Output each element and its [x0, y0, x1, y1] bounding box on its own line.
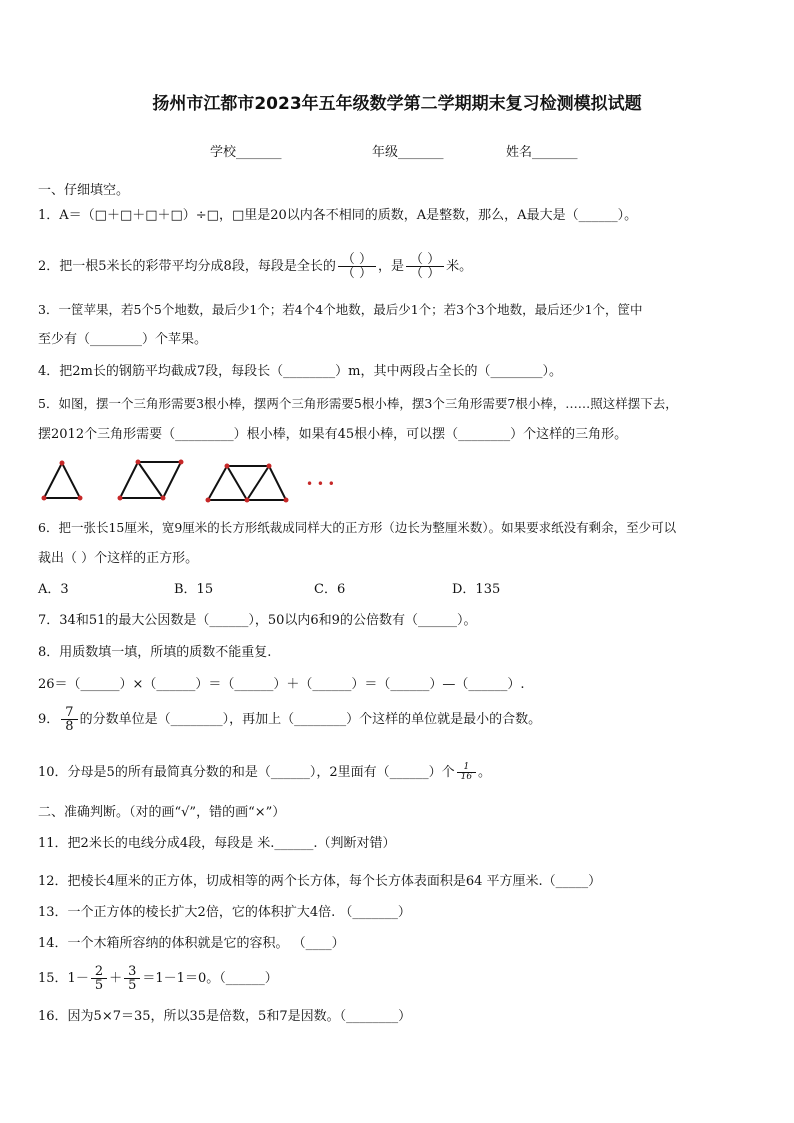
question-6-line-1: 6．把一张长15厘米，宽9厘米的长方形纸裁成同样大的正方形（边长为整厘米数）。如果要求纸没有剩余，至少可以 — [38, 520, 677, 535]
school-blank[interactable]: _______ — [236, 145, 282, 160]
fraction-numerator[interactable]: （ ） — [338, 253, 376, 267]
question-7: 7．34和51的最大公因数是（______），50以内6和9的公倍数有（______）。 — [38, 613, 477, 628]
question-8-line-2: 26＝（______）×（______）＝（______）＋（______）＝（______）—（______）. — [38, 677, 525, 692]
grade-field — [372, 141, 444, 160]
question-14: 14．一个木箱所容纳的体积就是它的容积。 （____） — [38, 936, 345, 951]
plus-sign: ＋ — [109, 971, 123, 986]
question-1: 1．A＝（□＋□＋□＋□）÷□，□里是20以内各不相同的质数，A是整数，那么，A最大是（______）。 — [38, 208, 638, 223]
continuation-dots: • • • — [306, 477, 335, 491]
question-5-line-1: 5．如图，摆一个三角形需要3根小棒，摆两个三角形需要5根小棒，摆3个三角形需要7根小棒，……照这样摆下去， — [38, 396, 678, 411]
question-9-text: 的分数单位是（________），再加上（________）个这样的单位就是最小的合数。 — [79, 712, 542, 727]
question-2 — [38, 250, 758, 284]
question-6-line-2: 裁出（ ）个这样的正方形。 — [38, 551, 199, 566]
two-triangles-stick — [138, 462, 163, 498]
school-label: 学校 — [210, 145, 237, 160]
question-2-text-b: ，是 — [377, 259, 404, 274]
school-field — [210, 141, 282, 160]
question-11: 11．把2米长的电线分成4段，每段是 米.______.（判断对错） — [38, 836, 396, 851]
question-15-text-b: ＝1－1＝0。（______） — [142, 971, 278, 986]
fraction-denominator[interactable]: （ ） — [341, 266, 372, 281]
question-5-line-2: 摆2012个三角形需要（_________）根小棒，如果有45根小棒，可以摆（________）个这样的三角形。 — [38, 427, 628, 442]
fraction-numerator: 7 — [61, 706, 77, 720]
name-field — [506, 141, 578, 160]
grade-label: 年级 — [372, 145, 399, 160]
fraction-denominator: 5 — [128, 978, 137, 993]
triangle-figure — [36, 458, 336, 504]
question-10-text: 10．分母是5的所有最简真分数的和是（______），2里面有（______）个 — [38, 765, 455, 780]
question-10-fraction — [457, 763, 476, 782]
option-a[interactable]: A．3 — [38, 582, 69, 597]
question-10-end: 。 — [478, 765, 492, 780]
question-15-fraction-2 — [124, 965, 140, 992]
page-title: 扬州市江都市2023年五年级数学第二学期期末复习检测模拟试题 — [152, 94, 642, 114]
question-9 — [38, 703, 758, 737]
three-triangles — [208, 466, 286, 500]
grade-blank[interactable]: _______ — [398, 145, 444, 160]
fraction-numerator: 1 — [457, 763, 476, 773]
name-blank[interactable]: _______ — [532, 145, 578, 160]
option-d[interactable]: D．135 — [452, 582, 501, 597]
fraction-denominator: 16 — [460, 772, 473, 782]
one-triangle — [44, 463, 80, 498]
question-13: 13．一个正方体的棱长扩大2倍，它的体积扩大4倍. （_______） — [38, 905, 411, 920]
fraction-numerator: 3 — [124, 965, 140, 979]
question-12: 12．把棱长4厘米的正方体，切成相等的两个长方体，每个长方体表面积是64 平方厘米.（_____） — [38, 874, 602, 889]
option-b[interactable]: B．15 — [174, 582, 214, 597]
question-2-fraction-2 — [406, 253, 444, 280]
section-2-heading: 二、准确判断。（对的画“√”，错的画“×”） — [38, 805, 286, 820]
question-2-fraction-1 — [338, 253, 376, 280]
question-16: 16．因为5×7＝35，所以35是倍数，5和7是因数。（________） — [38, 1009, 412, 1024]
question-2-text-a: 2．把一根5米长的彩带平均分成8段，每段是全长的 — [38, 259, 336, 274]
question-9-fraction — [61, 706, 77, 733]
section-1-heading: 一、仔细填空。 — [38, 183, 130, 198]
three-triangles-stick — [247, 466, 269, 500]
question-15-text-a: 15．1－ — [38, 971, 89, 986]
question-10 — [38, 760, 758, 786]
fraction-numerator[interactable]: （ ） — [406, 253, 444, 267]
question-2-text-c: 米。 — [446, 259, 473, 274]
question-15-fraction-1 — [91, 965, 107, 992]
fraction-denominator: 8 — [65, 719, 74, 734]
three-triangles-stick — [227, 466, 247, 500]
fraction-numerator: 2 — [91, 965, 107, 979]
name-label: 姓名 — [506, 145, 533, 160]
question-6-options — [38, 582, 758, 598]
question-3-line-1: 3．一筐苹果，若5个5个地数，最后少1个；若4个4个地数，最后少1个；若3个3个地数，最后还少1个，筐中 — [38, 302, 643, 317]
fraction-denominator: 5 — [94, 978, 104, 993]
question-4: 4．把2m长的钢筋平均截成7段，每段长（________）m，其中两段占全长的（________）。 — [38, 364, 562, 379]
question-3-line-2: 至少有（________）个苹果。 — [38, 332, 208, 347]
question-15 — [38, 962, 758, 996]
question-9-number: 9． — [38, 712, 60, 727]
option-c[interactable]: C．6 — [314, 582, 346, 597]
question-8-line-1: 8．用质数填一填，所填的质数不能重复. — [38, 645, 272, 660]
fraction-denominator[interactable]: （ ） — [409, 266, 441, 281]
